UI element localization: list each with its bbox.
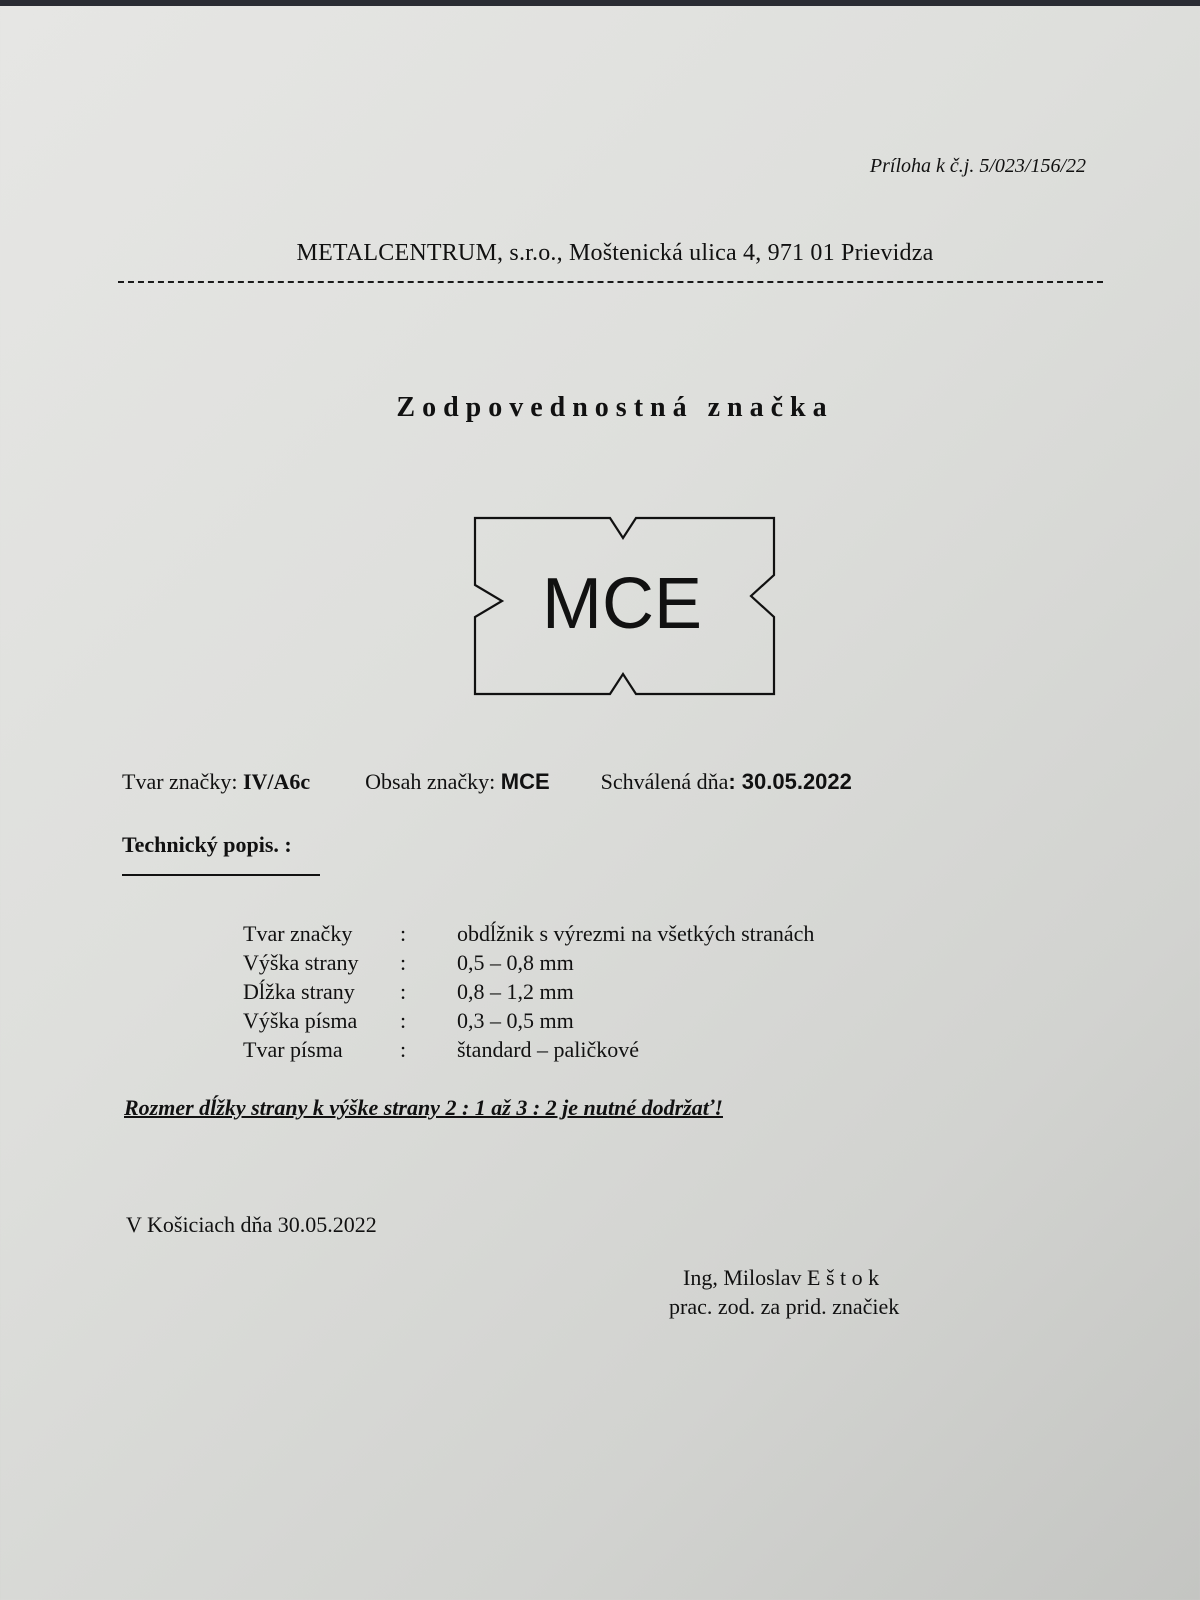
shape-label: Tvar značky: bbox=[122, 769, 243, 794]
hallmark-content: MCE bbox=[542, 564, 702, 644]
spec-colon: : bbox=[400, 950, 407, 975]
page-top-edge bbox=[0, 0, 1200, 6]
ratio-note: Rozmer dĺžky strany k výške strany 2 : 1 až 3 : 2 je nutné dodržať! bbox=[124, 1095, 723, 1120]
dashed-divider bbox=[118, 281, 1103, 283]
spec-value: obdĺžnik s výrezmi na všetkých stranách bbox=[457, 921, 815, 946]
content-value: MCE bbox=[500, 769, 550, 794]
spec-label: Tvar písma bbox=[243, 1037, 343, 1062]
approved-label: Schválená dňa bbox=[600, 769, 729, 794]
spec-colon: : bbox=[400, 1008, 407, 1033]
approved-value: : 30.05.2022 bbox=[728, 769, 852, 794]
technical-heading-underline bbox=[122, 874, 320, 876]
spec-colon: : bbox=[400, 1037, 407, 1062]
reference-number: Príloha k č.j. 5/023/156/22 bbox=[869, 155, 1086, 177]
spec-label: Výška strany bbox=[243, 950, 359, 975]
spec-value: 0,8 – 1,2 mm bbox=[457, 979, 574, 1004]
spec-label: Tvar značky bbox=[243, 921, 353, 946]
company-header: METALCENTRUM, s.r.o., Moštenická ulica 4, 971 01 Prievidza bbox=[296, 240, 934, 266]
document-title: Zodpovednostná značka bbox=[396, 392, 834, 423]
mark-summary bbox=[122, 769, 852, 795]
spec-colon: : bbox=[400, 921, 407, 946]
spec-colon: : bbox=[400, 979, 407, 1004]
place-and-date: V Košiciach dňa 30.05.2022 bbox=[126, 1212, 377, 1237]
content-label: Obsah značky: bbox=[365, 769, 501, 794]
spec-value: štandard – paličkové bbox=[457, 1037, 640, 1062]
spec-label: Výška písma bbox=[243, 1008, 358, 1033]
spec-value: 0,5 – 0,8 mm bbox=[457, 950, 574, 975]
technical-heading: Technický popis. : bbox=[122, 832, 292, 857]
signer-role: prac. zod. za prid. značiek bbox=[669, 1294, 900, 1319]
spec-label: Dĺžka strany bbox=[243, 979, 355, 1004]
shape-value: IV/A6c bbox=[242, 769, 311, 794]
signer-name: Ing, Miloslav E š t o k bbox=[683, 1265, 880, 1290]
spec-value: 0,3 – 0,5 mm bbox=[457, 1008, 574, 1033]
